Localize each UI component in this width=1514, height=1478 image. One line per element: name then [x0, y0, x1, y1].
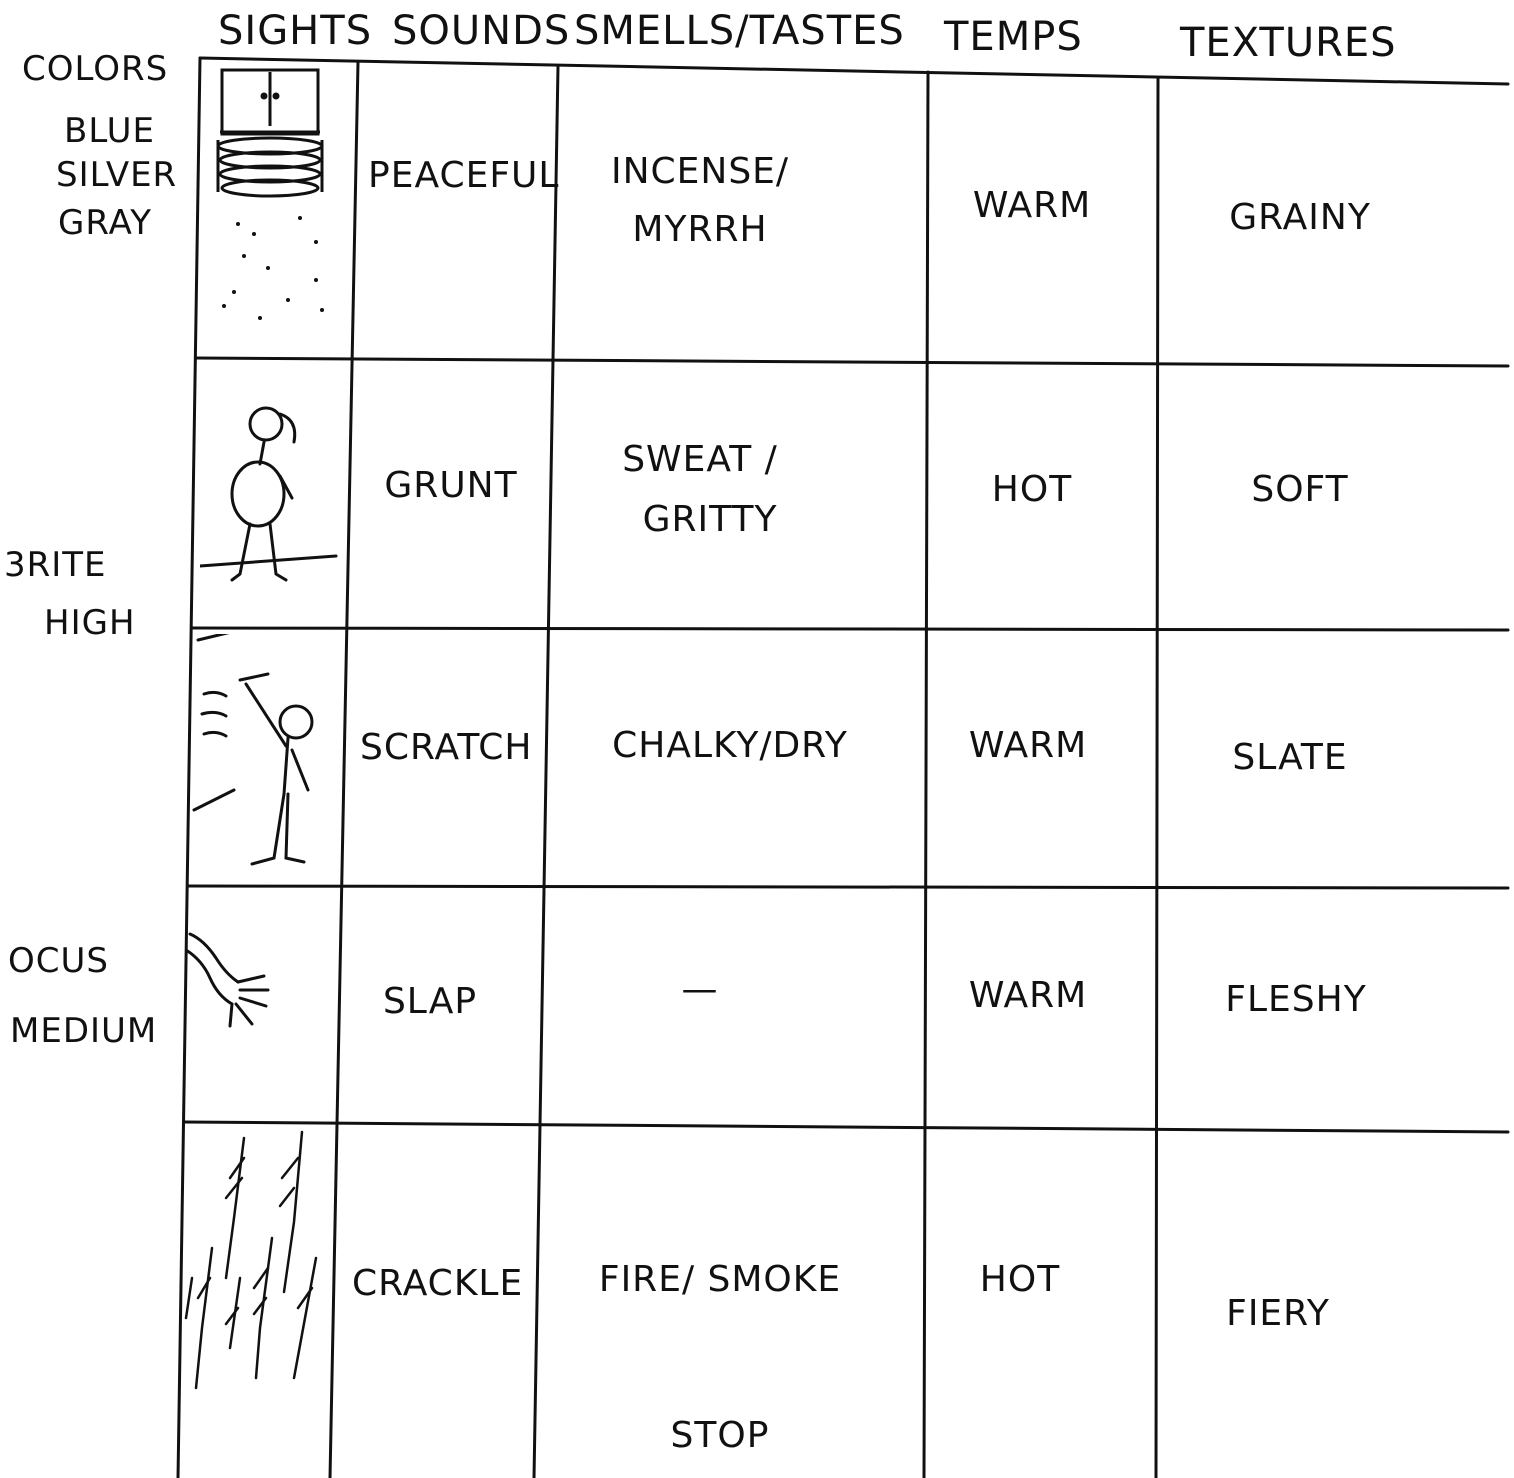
side-note-brite: 3RITE [4, 545, 107, 585]
row5-sound: CRACKLE [352, 1263, 524, 1304]
row5-texture: FIERY [1226, 1293, 1330, 1334]
flames-icon [182, 1128, 328, 1398]
row3-texture: SLATE [1232, 737, 1348, 778]
row2-smell-line2: GRITTY [642, 499, 778, 540]
row3-smell: CHALKY/DRY [612, 725, 848, 766]
row2-smell-line1: SWEAT / [622, 439, 778, 480]
row1-smell-line2: MYRRH [632, 209, 768, 250]
color-silver: SILVER [56, 155, 178, 195]
colors-label: COLORS [22, 49, 169, 89]
header-sounds: SOUNDS [392, 8, 571, 54]
hand-slap-icon [186, 920, 286, 1040]
header-smells-tastes: SMELLS/TASTES [574, 8, 905, 54]
row2-texture: SOFT [1251, 469, 1349, 510]
row4-temp: WARM [968, 975, 1088, 1016]
row4-sound: SLAP [382, 981, 478, 1022]
side-note-high: HIGH [44, 603, 136, 643]
color-gray: GRAY [58, 203, 152, 243]
header-sights: SIGHTS [218, 8, 373, 54]
row4-texture: FLESHY [1225, 979, 1367, 1020]
row1-temp: WARM [972, 185, 1092, 226]
row1-sound: PEACEFUL [368, 155, 560, 196]
row3-temp: WARM [968, 725, 1088, 766]
row3-sound: SCRATCH [360, 727, 533, 768]
pregnant-woman-icon [200, 372, 346, 622]
row1-texture: GRAINY [1229, 197, 1371, 238]
cabinet-falling-icon [204, 66, 352, 350]
row5-smell: FIRE/ SMOKE [598, 1259, 842, 1300]
child-at-chalkboard-icon [192, 634, 340, 880]
header-temps: TEMPS [944, 14, 1083, 60]
side-note-focus: OCUS [8, 941, 109, 981]
row1-smell-line1: INCENSE/ [610, 151, 790, 192]
header-textures: TEXTURES [1180, 20, 1397, 66]
row2-temp: HOT [991, 469, 1073, 510]
footer-note: STOP [670, 1415, 770, 1456]
row2-sound: GRUNT [384, 465, 518, 506]
row4-smell: — [681, 969, 719, 1010]
color-blue: BLUE [64, 111, 155, 151]
row5-temp: HOT [979, 1259, 1061, 1300]
side-note-medium: MEDIUM [10, 1011, 158, 1051]
